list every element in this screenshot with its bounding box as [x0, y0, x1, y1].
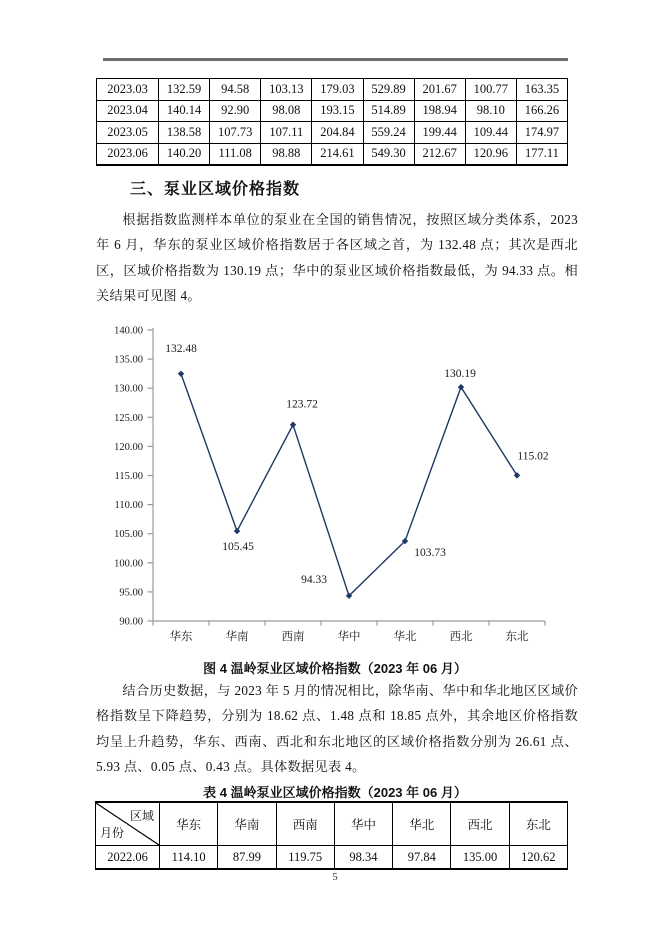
y-axis-tick-label: 120.00	[114, 441, 143, 453]
x-axis-category-label: 华北	[393, 631, 417, 643]
page-number: 5	[332, 872, 338, 883]
table-row: 2023.05 138.58 107.73 107.11 204.84 559.24 199.44 109.44 174.97	[97, 122, 568, 144]
month-cell: 2023.04	[97, 100, 159, 122]
y-axis-tick-label: 105.00	[114, 529, 143, 541]
regional-index-table	[95, 801, 568, 870]
chart-data-label: 105.45	[222, 541, 254, 554]
chart-data-label: 103.73	[414, 547, 446, 560]
chart-point	[234, 528, 240, 534]
chart-data-label: 94.33	[301, 573, 327, 586]
column-header: 东北	[509, 802, 567, 846]
table-header-row	[96, 802, 568, 846]
y-axis-tick-label: 140.00	[114, 325, 143, 337]
paragraph: 结合历史数据，与 2023 年 5 月的情况相比，除华南、华中和华北地区区域价格指数呈下降趋势，分别为 18.62 点、1.48 点和 18.85 点外，其余地区价格指数均呈上升趋势，华东、西南、西北和东北地区的区域价格指数分别为 26.61 点、5.93 点、0.05 点、0.43 点。具体数据见表 4。	[96, 683, 578, 775]
column-header: 华中	[334, 802, 392, 846]
y-axis-tick-label: 130.00	[114, 383, 143, 395]
figure4-line-chart	[95, 325, 565, 655]
chart-point	[290, 422, 296, 428]
x-axis-category-label: 西南	[281, 631, 305, 643]
y-axis-tick-label: 100.00	[114, 558, 143, 570]
chart-data-label: 132.48	[165, 342, 197, 355]
y-axis-tick-label: 125.00	[114, 412, 143, 424]
table-row: 2022.06 114.10 87.99 119.75 98.34 97.84 135.00 120.62	[96, 846, 568, 870]
corner-label-region: 区域	[129, 809, 154, 823]
chart-data-label: 130.19	[444, 368, 476, 381]
y-axis-tick-label: 90.00	[119, 616, 143, 628]
chart-data-label: 115.02	[517, 450, 549, 463]
chart-data-label: 123.72	[286, 398, 318, 411]
column-header: 华南	[218, 802, 276, 846]
y-axis-tick-label: 95.00	[119, 587, 143, 599]
x-axis-category-label: 东北	[505, 631, 529, 643]
paragraph: 根据指数监测样本单位的泵业在全国的销售情况，按照区域分类体系，2023 年 6 月，华东的泵业区域价格指数居于各区域之首，为 132.48 点；其次是西北区，区域价格指数为 130.19 点；华中的泵业区域价格指数最低，为 94.33 点。相关结果可见图 4。	[96, 212, 578, 304]
table-row: 2023.04 140.14 92.90 98.08 193.15 514.89 198.94 98.10 166.26	[97, 100, 568, 122]
monthly-index-table	[96, 78, 568, 166]
table-caption: 表 4 温岭泵业区域价格指数（2023 年 06 月）	[203, 785, 467, 800]
regional-price-index-chart	[95, 325, 565, 655]
diagonal-header-cell	[96, 802, 160, 846]
x-axis-category-label: 华中	[337, 631, 361, 643]
column-header: 西南	[276, 802, 334, 846]
table-continuation-rule	[103, 58, 568, 61]
table-row: 2023.03 132.59 94.58 103.13 179.03 529.89 201.67 100.77 163.35	[97, 79, 568, 101]
figure-caption: 图 4 温岭泵业区域价格指数（2023 年 06 月）	[203, 661, 467, 676]
chart-series-line	[181, 374, 517, 596]
section-heading: 三、泵业区域价格指数	[130, 181, 301, 198]
month-cell: 2023.06	[97, 143, 159, 165]
column-header: 华东	[160, 802, 218, 846]
y-axis-tick-label: 115.00	[114, 471, 143, 482]
x-axis-category-label: 华东	[169, 631, 193, 643]
y-axis-tick-label: 110.00	[114, 500, 143, 512]
month-cell: 2022.06	[96, 846, 160, 870]
column-header: 西北	[451, 802, 509, 846]
month-cell: 2023.03	[97, 79, 159, 101]
y-axis-tick-label: 135.00	[114, 354, 143, 366]
chart-point	[178, 371, 184, 377]
month-cell: 2023.05	[97, 122, 159, 144]
table-row: 2023.06 140.20 111.08 98.88 214.61 549.30 212.67 120.96 177.11	[97, 143, 568, 165]
column-header: 华北	[393, 802, 451, 846]
x-axis-category-label: 西北	[449, 631, 473, 643]
x-axis-category-label: 华南	[225, 631, 249, 643]
corner-label-month: 月份	[100, 826, 125, 840]
